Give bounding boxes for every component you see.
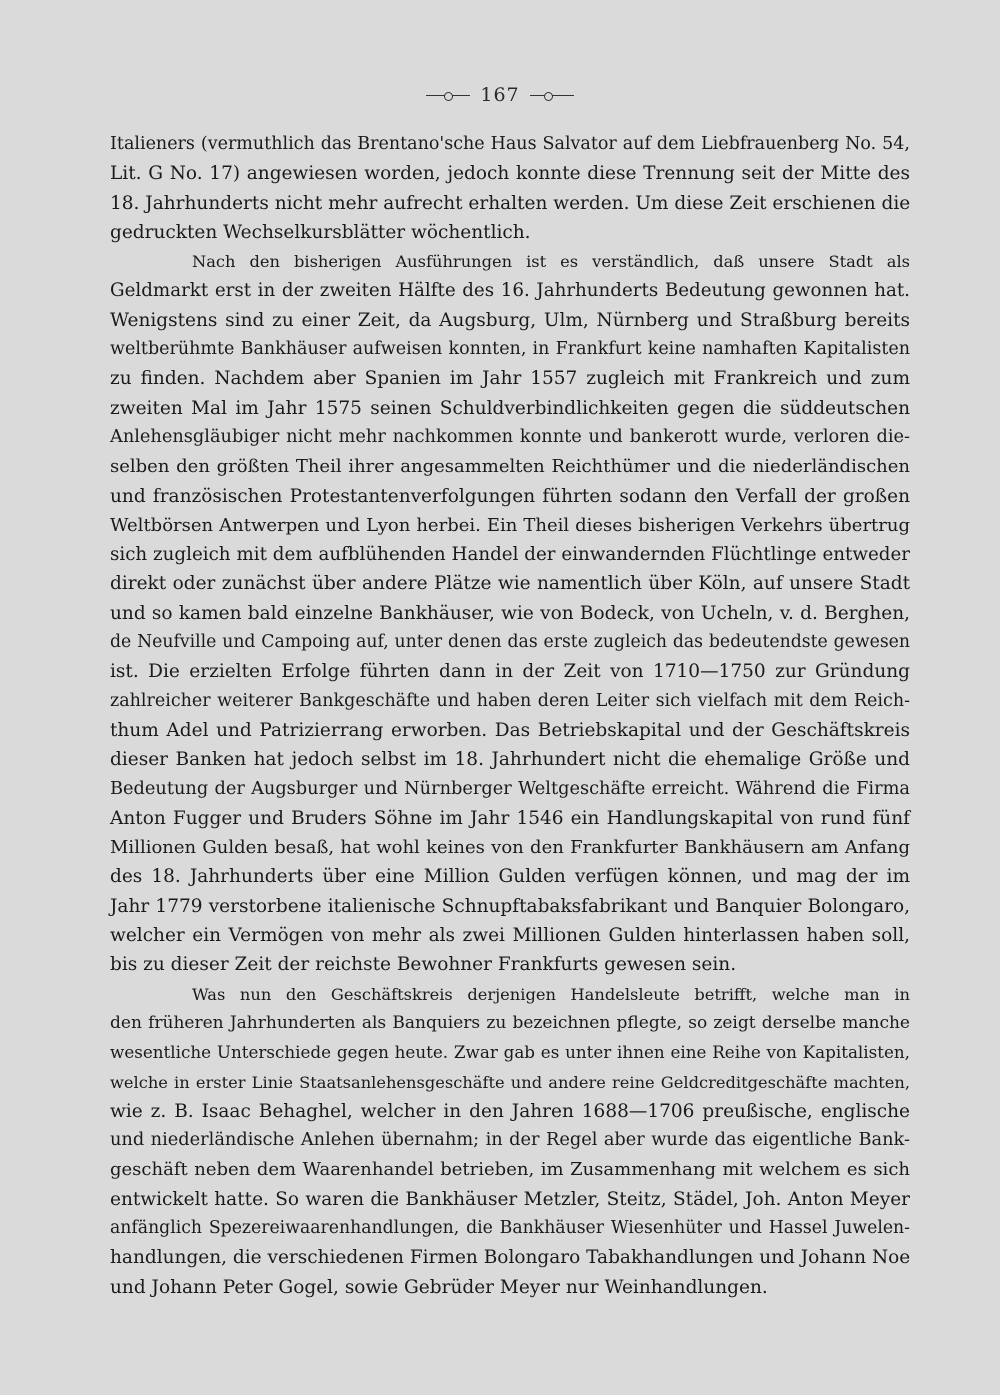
text-line: zu finden. Nachdem aber Spanien im Jahr 1557 zugleich mit Frankreich und zum bbox=[110, 368, 910, 390]
text-line: Italieners (vermuthlich das Brentano'sche Haus Salvator auf dem Liebfrauenberg No. 54, bbox=[110, 134, 910, 154]
left-ornament-icon bbox=[426, 90, 470, 102]
text-line: den früheren Jahrhunderten als Banquiers zu bezeichnen pflegte, so zeigt derselbe manche bbox=[110, 1012, 910, 1033]
body-text bbox=[110, 130, 910, 1302]
text-line: selben den größten Theil ihrer angesammelten Reichthümer und die niederländischen bbox=[110, 456, 910, 478]
text-line: und Johann Peter Gogel, sowie Gebrüder Meyer nur Weinhandlungen. bbox=[110, 1276, 768, 1298]
text-line: Geldmarkt erst in der zweiten Hälfte des 16. Jahrhunderts Bedeutung gewonnen hat. bbox=[110, 280, 910, 302]
text-line: entwickelt hatte. So waren die Bankhäuser Metzler, Steitz, Städel, Joh. Anton Meyer bbox=[110, 1188, 910, 1210]
right-ornament-icon bbox=[530, 90, 574, 102]
text-line: dieser Banken hat jedoch selbst im 18. Jahrhundert nicht die ehemalige Größe und bbox=[110, 749, 910, 771]
paragraph bbox=[110, 130, 910, 247]
text-line: ist. Die erzielten Erfolge führten dann in der Zeit von 1710—1750 zur Gründung bbox=[110, 661, 910, 683]
text-line: bis zu dieser Zeit der reichste Bewohner Frankfurts gewesen sein. bbox=[110, 954, 737, 976]
text-line: und niederländische Anlehen übernahm; in der Regel aber wurde das eigentliche Bank- bbox=[110, 1130, 910, 1151]
text-line: wie z. B. Isaac Behaghel, welcher in den Jahren 1688—1706 preußische, englische bbox=[110, 1100, 910, 1122]
text-line: Millionen Gulden besaß, hat wohl keines von den Frankfurter Bankhäusern am Anfang bbox=[110, 837, 910, 859]
text-line: Wenigstens sind zu einer Zeit, da Augsburg, Ulm, Nürnberg und Straßburg bereits bbox=[110, 309, 910, 331]
text-line: zweiten Mal im Jahr 1575 seinen Schuldverbindlichkeiten gegen die süddeutschen bbox=[110, 397, 910, 419]
text-line: weltberühmte Bankhäuser aufweisen konnten, in Frankfurt keine namhaften Kapitalisten bbox=[110, 339, 910, 360]
text-line: Weltbörsen Antwerpen und Lyon herbei. Ein Theil dieses bisherigen Verkehrs übertrug bbox=[110, 514, 910, 536]
page-header bbox=[0, 84, 1000, 106]
page-number: 167 bbox=[480, 84, 520, 106]
text-line: Bedeutung der Augsburger und Nürnberger Weltgeschäfte erreicht. Während die Firma bbox=[110, 778, 910, 799]
text-line: Lit. G No. 17) angewiesen worden, jedoch konnte diese Trennung seit der Mitte des bbox=[110, 163, 910, 185]
text-line: 18. Jahrhunderts nicht mehr aufrecht erhalten werden. Um diese Zeit erschienen die bbox=[110, 192, 911, 214]
text-line: welcher ein Vermögen von mehr als zwei Millionen Gulden hinterlassen haben soll, bbox=[110, 925, 910, 947]
text-line: Jahr 1779 verstorbene italienische Schnupftabaksfabrikant und Banquier Bolongaro, bbox=[110, 895, 910, 917]
text-line: gedruckten Wechselkursblätter wöchentlich. bbox=[110, 221, 531, 243]
text-line: Anton Fugger und Bruders Söhne im Jahr 1546 ein Handlungskapital von rund fünf bbox=[110, 807, 910, 829]
text-line: und so kamen bald einzelne Bankhäuser, wie von Bodeck, von Ucheln, v. d. Berghen, bbox=[110, 602, 910, 624]
text-line: Was nun den Geschäftskreis derjenigen Handelsleute betrifft, welche man in bbox=[192, 984, 910, 1004]
text-line: direkt oder zunächst über andere Plätze wie namentlich über Köln, auf unsere Stadt bbox=[110, 573, 910, 595]
text-line: anfänglich Spezereiwaarenhandlungen, die Bankhäuser Wiesenhüter und Hassel Juwelen- bbox=[110, 1217, 910, 1238]
text-line: Anlehensgläubiger nicht mehr nachkommen konnte und bankerott wurde, verloren die- bbox=[110, 426, 910, 447]
text-line: sich zugleich mit dem aufblühenden Handel der einwandernden Flüchtlinge entweder bbox=[110, 544, 910, 566]
text-line: geschäft neben dem Waarenhandel betrieben, im Zusammenhang mit welchem es sich bbox=[110, 1159, 910, 1181]
text-line: des 18. Jahrhunderts über eine Million Gulden verfügen können, und mag der im bbox=[110, 866, 910, 888]
text-line: handlungen, die verschiedenen Firmen Bolongaro Tabakhandlungen und Johann Noe bbox=[110, 1247, 911, 1269]
text-line: welche in erster Linie Staatsanlehensgeschäfte und andere reine Geldcreditgeschäfte machten, bbox=[110, 1072, 910, 1092]
text-line: thum Adel und Patrizierrang erworben. Das Betriebskapital und der Geschäftskreis bbox=[110, 719, 910, 741]
text-line: zahlreicher weiterer Bankgeschäfte und haben deren Leiter sich vielfach mit dem Reich- bbox=[110, 690, 910, 711]
text-line: wesentliche Unterschiede gegen heute. Zwar gab es unter ihnen eine Reihe von Kapitalisten, bbox=[110, 1042, 910, 1063]
paragraph bbox=[110, 980, 910, 1302]
text-line: de Neufville und Campoing auf, unter denen das erste zugleich das bedeutendste gewesen bbox=[110, 632, 910, 653]
paragraph bbox=[110, 247, 910, 979]
text-line: Nach den bisherigen Ausführungen ist es verständlich, daß unsere Stadt als bbox=[192, 252, 910, 272]
text-line: und französischen Protestantenverfolgungen führten sodann den Verfall der großen bbox=[110, 485, 910, 507]
